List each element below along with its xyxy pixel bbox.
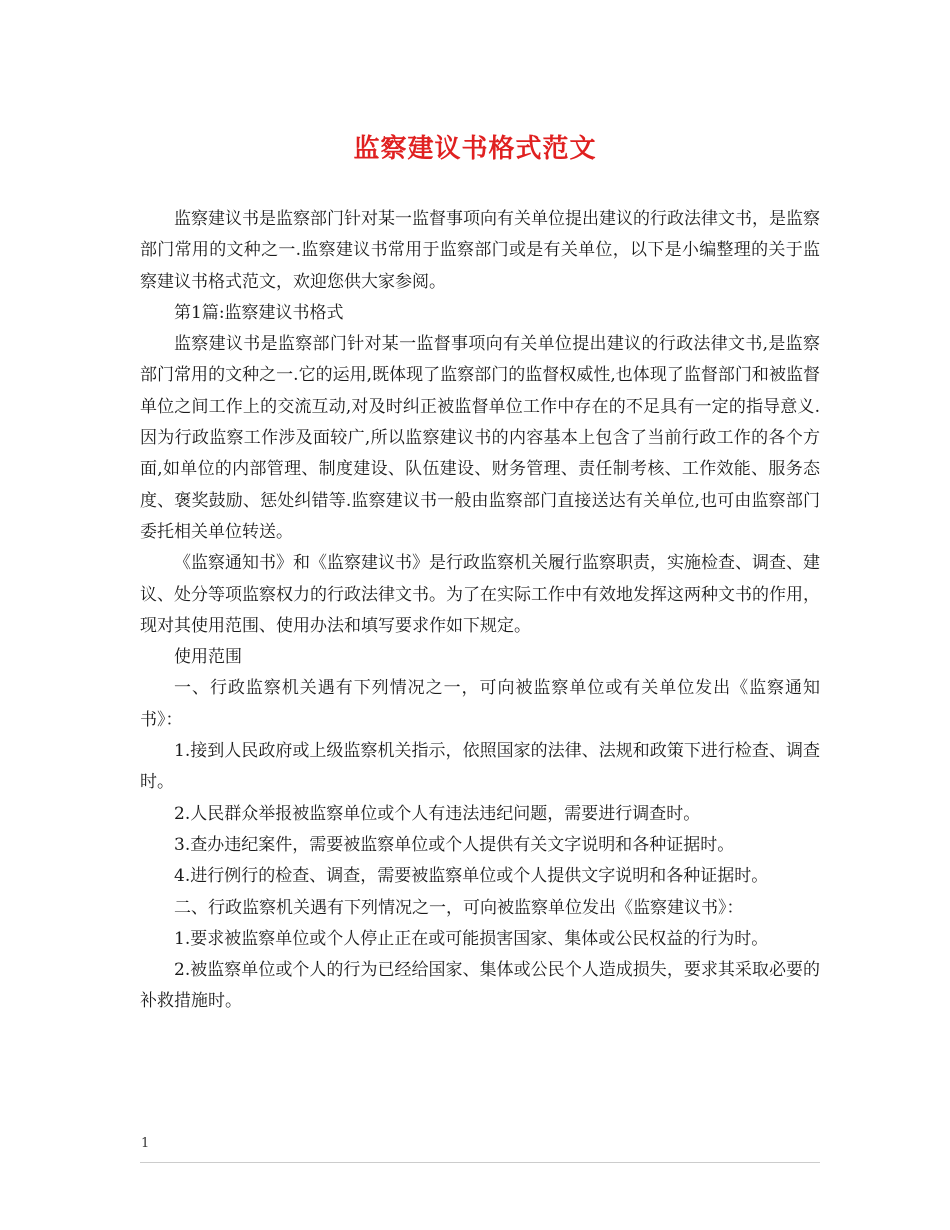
body-paragraph: 监察建议书是监察部门针对某一监督事项向有关单位提出建议的行政法律文书,是监察部门常用的文种之一.它的运用,既体现了监察部门的监督权威性,也体现了监督部门和被监督单位之间工作上的交流互动,对及时纠正被监督单位工作中存在的不足具有一定的指导意义.因为行政监察工作涉及面较广,所以监察建议书的内容基本上包含了当前行政工作的各个方面,如单位的内部管理、制度建设、队伍建设、财务管理、责任制考核、工作效能、服务态度、褒奖鼓励、惩处纠错等.监察建议书一般由监察部门直接送达有关单位,也可由监察部门委托相关单位转送。 xyxy=(140,334,820,542)
list-item: 4.进行例行的检查、调查，需要被监察单位或个人提供文字说明和各种证据时。 xyxy=(174,866,769,887)
intro-paragraph: 监察建议书是监察部门针对某一监督事项向有关单位提出建议的行政法律文书，是监察部门常用的文种之一.监察建议书常用于监察部门或是有关单位，以下是小编整理的关于监察建议书格式范文，欢迎您供大家参阅。 xyxy=(140,209,820,292)
page-number: 1 xyxy=(141,1136,150,1151)
list-item: 2.人民群众举报被监察单位或个人有违法违纪问题，需要进行调查时。 xyxy=(174,803,701,824)
list-item: 1.要求被监察单位或个人停止正在或可能损害国家、集体或公民权益的行为时。 xyxy=(174,928,769,949)
list-heading: 一、行政监察机关遇有下列情况之一，可向被监察单位或有关单位发出《监察通知书》： xyxy=(140,678,820,730)
document-body xyxy=(140,204,820,1018)
list-item: 2.被监察单位或个人的行为已经给国家、集体或公民个人造成损失，要求其采取必要的补救措施时。 xyxy=(140,960,820,1012)
body-paragraph: 《监察通知书》和《监察建议书》是行政监察机关履行监察职责，实施检查、调查、建议、处分等项监察权力的行政法律文书。为了在实际工作中有效地发挥这两种文书的作用，现对其使用范围、使用办法和填写要求作如下规定。 xyxy=(140,553,820,636)
list-heading: 二、行政监察机关遇有下列情况之一，可向被监察单位发出《监察建议书》： xyxy=(174,897,744,918)
section-heading: 使用范围 xyxy=(174,647,242,668)
section-heading: 第1篇:监察建议书格式 xyxy=(174,302,344,323)
footer-divider xyxy=(140,1162,820,1163)
list-item: 1.接到人民政府或上级监察机关指示，依照国家的法律、法规和政策下进行检查、调查时。 xyxy=(140,741,820,793)
document-title: 监察建议书格式范文 xyxy=(353,134,597,164)
list-item: 3.查办违纪案件，需要被监察单位或个人提供有关文字说明和各种证据时。 xyxy=(174,834,735,855)
